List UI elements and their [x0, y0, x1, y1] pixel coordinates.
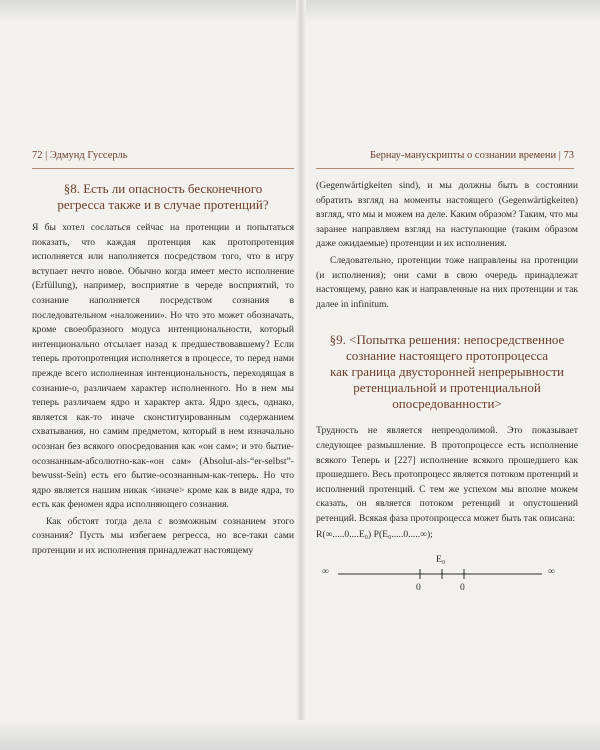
section-9-title-line-3: как граница двусторонней непрерывности [330, 364, 564, 380]
infinity-right-label: ∞ [548, 566, 555, 578]
section-8-title-line-2: регресса также и в случае протенций? [57, 197, 269, 212]
header-right-text: Бернау-манускрипты о сознании времени | 73 [369, 150, 574, 161]
infinity-left-label: ∞ [322, 566, 329, 578]
book-gutter [296, 0, 306, 750]
right-body-top [316, 179, 578, 312]
right-body-bottom [316, 424, 578, 542]
left-paragraph-1: Я бы хотел сослаться сейчас на протенции и попытаться показать, что каждая протенция как протопротенция исполняется или наполняется посредством того, что в игру вступает нечто новое. Обычно когда имеет место исполнение (Erfüllung), например, восприятие в череде восприятий, то сознание наполняется посредством сознания в последовательном «наложении». Но что это может обозначать, кроме своеобразного модуса интенциональности, который интенционально отсылает назад к предшествовавшему? Если теперь протопротенция исполняется в процессе, то перед нами прежде всего исполненная интенциональность, переходящая в сознание-о, различаем характер исполненного. Но в нем мы теперь различаем ядро и характер акта. Ядро здесь, однако, является как-то иначе сконституированным содержанием схватывания, но самим предметом, который в нем изначально осознан без всякого опосредования как «он сам»; и это бытие-осознанным-абсолютно-как-«он сам» (Absolut-als-“er-selbst”-bewusst-Sein) есть его бытие-осознанным-как-теперь. Но что ядро является нашим никак <иначе> кроме как в виде ядра, то есть как феномен ядра исполняющего сознания. [32, 222, 294, 511]
photo-bottom-shadow [0, 720, 600, 750]
running-header-left [32, 150, 294, 169]
header-left-text: 72 | Эдмунд Гуссерль [32, 150, 128, 161]
continuum-diagram [316, 554, 574, 598]
running-header-right [316, 150, 574, 169]
right-paragraph-2: Следовательно, протенции тоже направлены на протенции (и исполнения); они сами в свою очередь принадлежат настоящему, равно как и направленные на них протенции и так далее in infinitum. [316, 254, 578, 310]
section-8-title-line-1: §8. Есть ли опасность бесконечного [63, 181, 263, 196]
zero-right-label: 0 [460, 582, 465, 594]
right-paragraph-3: Трудность не является непреодолимой. Это показывает следующее размышление. В протопроцессе есть исполнение всякого Теперь и [227] исполнение всякого прошедшего как прошедшего. Весь протопроцесс является потоком протенций и исполнений протенций. С тем же успехом мы вполне можем сказать, он является потоком ретенций и опустошений ретенций. Всякая фаза протопроцесса может быть так описана: [316, 425, 578, 524]
section-9-title [316, 332, 578, 412]
section-9-title-line-5: опосредованности> [392, 396, 502, 412]
section-9-title-line-2: сознание настоящего протопроцесса [345, 348, 549, 364]
left-body-text [32, 221, 294, 559]
left-paragraph-2: Как обстоят тогда дела с возможным сознанием этого сознания? Пусть мы избегаем регресса, но все-таки сами протенции и их исполнения принадлежат настоящему [32, 515, 294, 557]
section-9-title-line-4: ретенциальной и протенциальной [353, 380, 541, 396]
left-page [32, 150, 294, 559]
right-paragraph-1: (Gegenwärtigkeiten sind), и мы должны быть в состоянии обратить взгляд на моменты настоящего (Gegenwärtigkeiten) взгляд, что мы и можем на деле. Каким образом? Таким, что мы заранее направляем взгляд на наступающие (таким образом даже ожидаемые) протенции и их исполнения. [316, 180, 578, 250]
phase-formula: R(∞.....0....E₀) P(E₀.....0.....∞); [316, 528, 433, 540]
section-8-title [32, 181, 294, 213]
now-label: E₀ [436, 554, 446, 566]
section-9-title-line-1: §9. <Попытка решения: непосредственное [329, 332, 565, 348]
zero-left-label: 0 [416, 582, 421, 594]
right-page [316, 150, 578, 598]
